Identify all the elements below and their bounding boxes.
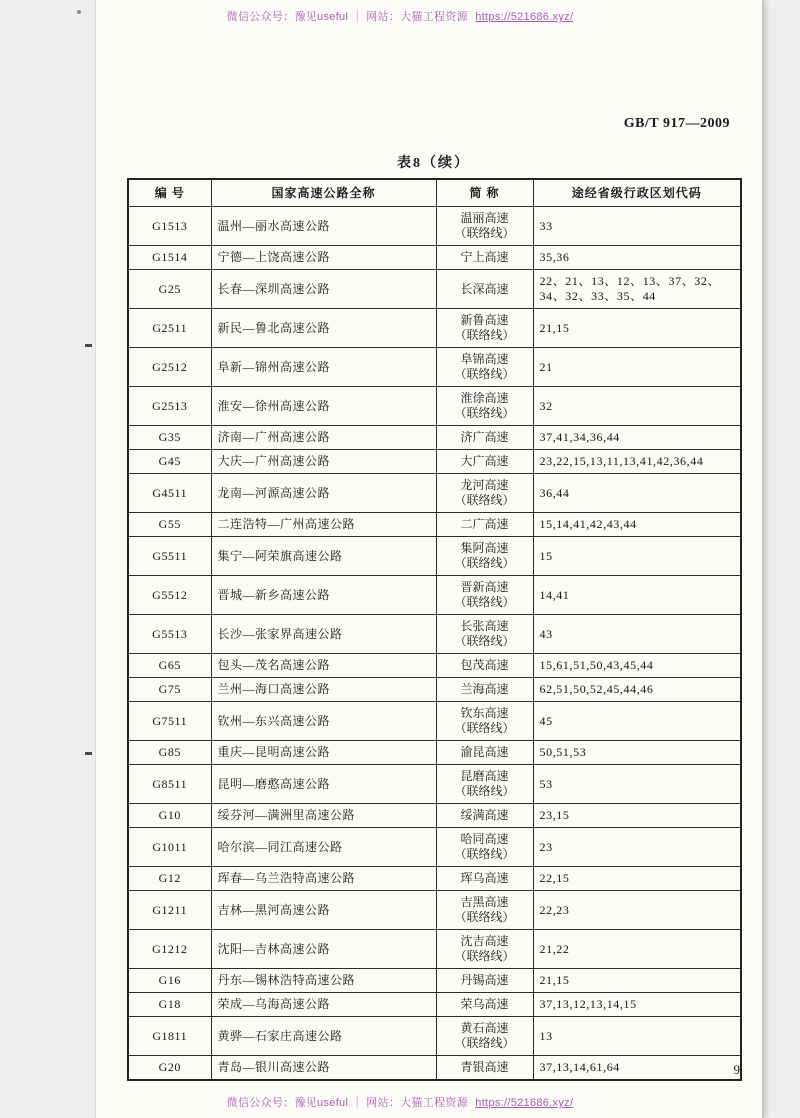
- cell-full-name: 宁德—上饶高速公路: [211, 246, 436, 270]
- table-row: [128, 969, 741, 993]
- cell-province-codes: 43: [533, 615, 741, 654]
- cell-abbr: [436, 474, 533, 513]
- cell-province-codes: 37,13,12,13,14,15: [533, 993, 741, 1017]
- cell-abbr: [436, 765, 533, 804]
- table-row: [128, 348, 741, 387]
- table-row: [128, 513, 741, 537]
- abbr-note: （联络线）: [454, 493, 515, 507]
- cell-province-codes: 33: [533, 207, 741, 246]
- abbr-name: 吉黑高速: [460, 895, 509, 909]
- cell-code: G1011: [128, 828, 211, 867]
- table-row: [128, 804, 741, 828]
- abbr-name: 黄石高速: [460, 1021, 509, 1035]
- column-header: 简 称: [436, 179, 533, 207]
- cell-province-codes: 22、21、13、12、13、37、32、34、32、33、35、44: [533, 270, 741, 309]
- abbr-note: （联络线）: [454, 721, 515, 735]
- watermark-text: 微信公众号：豫见useful ｜ 网站：大猫工程资源: [226, 11, 468, 23]
- cell-code: G35: [128, 426, 211, 450]
- cell-full-name: 淮安—徐州高速公路: [211, 387, 436, 426]
- cell-abbr: [436, 702, 533, 741]
- cell-abbr: [436, 993, 533, 1017]
- table-row: [128, 537, 741, 576]
- abbr-note: （联络线）: [454, 367, 515, 381]
- abbr-name: 包茂高速: [460, 658, 509, 672]
- cell-abbr: [436, 513, 533, 537]
- cell-province-codes: 21: [533, 348, 741, 387]
- cell-province-codes: 15: [533, 537, 741, 576]
- cell-code: G10: [128, 804, 211, 828]
- abbr-note: （联络线）: [454, 1036, 515, 1050]
- abbr-name: 渝昆高速: [460, 745, 509, 759]
- cell-abbr: [436, 969, 533, 993]
- cell-code: G25: [128, 270, 211, 309]
- abbr-name: 二广高速: [460, 517, 509, 531]
- cell-province-codes: 21,15: [533, 969, 741, 993]
- cell-province-codes: 62,51,50,52,45,44,46: [533, 678, 741, 702]
- cell-full-name: 荣成—乌海高速公路: [211, 993, 436, 1017]
- cell-province-codes: 15,14,41,42,43,44: [533, 513, 741, 537]
- highway-table: [127, 178, 742, 1081]
- abbr-name: 淮徐高速: [460, 391, 509, 405]
- cell-code: G2511: [128, 309, 211, 348]
- cell-full-name: 绥芬河—满洲里高速公路: [211, 804, 436, 828]
- cell-full-name: 吉林—黑河高速公路: [211, 891, 436, 930]
- cell-province-codes: 35,36: [533, 246, 741, 270]
- scan-mark: [85, 344, 92, 347]
- table-row: [128, 246, 741, 270]
- cell-code: G1513: [128, 207, 211, 246]
- cell-province-codes: 13: [533, 1017, 741, 1056]
- abbr-note: （联络线）: [454, 910, 515, 924]
- cell-code: G1211: [128, 891, 211, 930]
- cell-code: G4511: [128, 474, 211, 513]
- cell-province-codes: 45: [533, 702, 741, 741]
- abbr-note: （联络线）: [454, 328, 515, 342]
- abbr-name: 济广高速: [460, 430, 509, 444]
- watermark-top: [0, 8, 800, 24]
- abbr-note: （联络线）: [454, 595, 515, 609]
- abbr-note: （联络线）: [454, 847, 515, 861]
- watermark-text: 微信公众号：豫见useful ｜ 网站：大猫工程资源: [226, 1097, 468, 1109]
- cell-province-codes: 37,13,14,61,64: [533, 1056, 741, 1081]
- cell-code: G16: [128, 969, 211, 993]
- cell-full-name: 温州—丽水高速公路: [211, 207, 436, 246]
- cell-code: G45: [128, 450, 211, 474]
- cell-abbr: [436, 537, 533, 576]
- abbr-name: 哈同高速: [460, 832, 509, 846]
- abbr-note: （联络线）: [454, 226, 515, 240]
- table-row: [128, 426, 741, 450]
- table-row: [128, 678, 741, 702]
- cell-full-name: 集宁—阿荣旗高速公路: [211, 537, 436, 576]
- table-row: [128, 930, 741, 969]
- table-row: [128, 450, 741, 474]
- abbr-name: 大广高速: [460, 454, 509, 468]
- table-row: [128, 387, 741, 426]
- cell-abbr: [436, 387, 533, 426]
- cell-code: G5513: [128, 615, 211, 654]
- column-header: 国家高速公路全称: [211, 179, 436, 207]
- table-row: [128, 765, 741, 804]
- abbr-name: 珲乌高速: [460, 871, 509, 885]
- cell-full-name: 新民—鲁北高速公路: [211, 309, 436, 348]
- table-row: [128, 741, 741, 765]
- cell-province-codes: 21,22: [533, 930, 741, 969]
- cell-province-codes: 14,41: [533, 576, 741, 615]
- cell-abbr: [436, 1017, 533, 1056]
- cell-abbr: [436, 426, 533, 450]
- page-number: 9: [733, 1062, 740, 1077]
- cell-full-name: 二连浩特—广州高速公路: [211, 513, 436, 537]
- cell-abbr: [436, 576, 533, 615]
- abbr-name: 长深高速: [460, 281, 509, 296]
- cell-abbr: [436, 309, 533, 348]
- cell-abbr: [436, 207, 533, 246]
- cell-full-name: 丹东—锡林浩特高速公路: [211, 969, 436, 993]
- cell-full-name: 阜新—锦州高速公路: [211, 348, 436, 387]
- column-header: 编 号: [128, 179, 211, 207]
- cell-code: G7511: [128, 702, 211, 741]
- table-row: [128, 993, 741, 1017]
- abbr-name: 丹锡高速: [460, 973, 509, 987]
- table-row: [128, 702, 741, 741]
- cell-code: G1212: [128, 930, 211, 969]
- table-row: [128, 891, 741, 930]
- abbr-name: 龙河高速: [460, 478, 509, 492]
- cell-code: G8511: [128, 765, 211, 804]
- cell-province-codes: 23: [533, 828, 741, 867]
- cell-code: G5512: [128, 576, 211, 615]
- watermark-url: https://521686.xyz/: [475, 1097, 574, 1109]
- cell-full-name: 重庆—昆明高速公路: [211, 741, 436, 765]
- cell-province-codes: 23,22,15,13,11,13,41,42,36,44: [533, 450, 741, 474]
- cell-abbr: [436, 741, 533, 765]
- scan-mark: [85, 752, 92, 755]
- cell-abbr: [436, 246, 533, 270]
- abbr-name: 宁上高速: [460, 250, 509, 264]
- cell-full-name: 晋城—新乡高速公路: [211, 576, 436, 615]
- cell-province-codes: 53: [533, 765, 741, 804]
- cell-abbr: [436, 450, 533, 474]
- table-body: [128, 207, 741, 1081]
- cell-code: G20: [128, 1056, 211, 1081]
- abbr-name: 集阿高速: [460, 541, 509, 555]
- cell-province-codes: 37,41,34,36,44: [533, 426, 741, 450]
- table-row: [128, 1056, 741, 1081]
- abbr-name: 晋新高速: [460, 580, 509, 594]
- abbr-name: 阜锦高速: [460, 352, 509, 366]
- table-row: [128, 1017, 741, 1056]
- cell-full-name: 昆明—磨憨高速公路: [211, 765, 436, 804]
- table-row: [128, 207, 741, 246]
- cell-province-codes: 50,51,53: [533, 741, 741, 765]
- cell-code: G75: [128, 678, 211, 702]
- cell-province-codes: 22,23: [533, 891, 741, 930]
- cell-code: G55: [128, 513, 211, 537]
- cell-full-name: 珲春—乌兰浩特高速公路: [211, 867, 436, 891]
- cell-full-name: 哈尔滨—同江高速公路: [211, 828, 436, 867]
- abbr-note: （联络线）: [454, 406, 515, 420]
- column-header: 途经省级行政区划代码: [533, 179, 741, 207]
- cell-abbr: [436, 678, 533, 702]
- abbr-name: 青银高速: [460, 1060, 509, 1074]
- cell-province-codes: 23,15: [533, 804, 741, 828]
- abbr-name: 钦东高速: [460, 706, 509, 720]
- cell-code: G12: [128, 867, 211, 891]
- cell-full-name: 长沙—张家界高速公路: [211, 615, 436, 654]
- cell-abbr: [436, 270, 533, 309]
- cell-abbr: [436, 615, 533, 654]
- cell-province-codes: 15,61,51,50,43,45,44: [533, 654, 741, 678]
- cell-full-name: 青岛—银川高速公路: [211, 1056, 436, 1081]
- cell-full-name: 济南—广州高速公路: [211, 426, 436, 450]
- abbr-name: 温丽高速: [460, 211, 509, 225]
- cell-code: G1514: [128, 246, 211, 270]
- table-row: [128, 828, 741, 867]
- cell-code: G85: [128, 741, 211, 765]
- cell-province-codes: 36,44: [533, 474, 741, 513]
- cell-full-name: 兰州—海口高速公路: [211, 678, 436, 702]
- abbr-note: （联络线）: [454, 949, 515, 963]
- abbr-name: 沈吉高速: [460, 934, 509, 948]
- cell-abbr: [436, 348, 533, 387]
- watermark-url: https://521686.xyz/: [475, 11, 574, 23]
- cell-abbr: [436, 891, 533, 930]
- watermark-bottom: [0, 1094, 800, 1110]
- cell-full-name: 大庆—广州高速公路: [211, 450, 436, 474]
- table-header-row: [128, 179, 741, 207]
- cell-province-codes: 32: [533, 387, 741, 426]
- cell-province-codes: 21,15: [533, 309, 741, 348]
- cell-abbr: [436, 828, 533, 867]
- cell-code: G5511: [128, 537, 211, 576]
- abbr-note: （联络线）: [454, 556, 515, 570]
- abbr-name: 荣乌高速: [460, 997, 509, 1011]
- table-row: [128, 867, 741, 891]
- table-title: 表8（续）: [397, 156, 470, 171]
- table-row: [128, 270, 741, 309]
- cell-code: G18: [128, 993, 211, 1017]
- cell-full-name: 包头—茂名高速公路: [211, 654, 436, 678]
- cell-abbr: [436, 867, 533, 891]
- abbr-name: 兰海高速: [460, 682, 509, 696]
- cell-code: G2513: [128, 387, 211, 426]
- cell-full-name: 沈阳—吉林高速公路: [211, 930, 436, 969]
- doc-number: GB/T 917—2009: [623, 116, 730, 131]
- table-row: [128, 474, 741, 513]
- table-row: [128, 654, 741, 678]
- table-row: [128, 615, 741, 654]
- abbr-name: 新鲁高速: [460, 313, 509, 327]
- abbr-name: 绥满高速: [460, 808, 509, 822]
- cell-code: G2512: [128, 348, 211, 387]
- cell-province-codes: 22,15: [533, 867, 741, 891]
- cell-code: G1811: [128, 1017, 211, 1056]
- cell-full-name: 长春—深圳高速公路: [211, 270, 436, 309]
- abbr-name: 长张高速: [460, 619, 509, 633]
- cell-full-name: 黄骅—石家庄高速公路: [211, 1017, 436, 1056]
- cell-abbr: [436, 1056, 533, 1081]
- cell-abbr: [436, 930, 533, 969]
- cell-abbr: [436, 804, 533, 828]
- abbr-note: （联络线）: [454, 784, 515, 798]
- abbr-note: （联络线）: [454, 634, 515, 648]
- cell-code: G65: [128, 654, 211, 678]
- table-row: [128, 576, 741, 615]
- cell-full-name: 钦州—东兴高速公路: [211, 702, 436, 741]
- abbr-name: 昆磨高速: [460, 769, 509, 783]
- table-row: [128, 309, 741, 348]
- cell-full-name: 龙南—河源高速公路: [211, 474, 436, 513]
- cell-abbr: [436, 654, 533, 678]
